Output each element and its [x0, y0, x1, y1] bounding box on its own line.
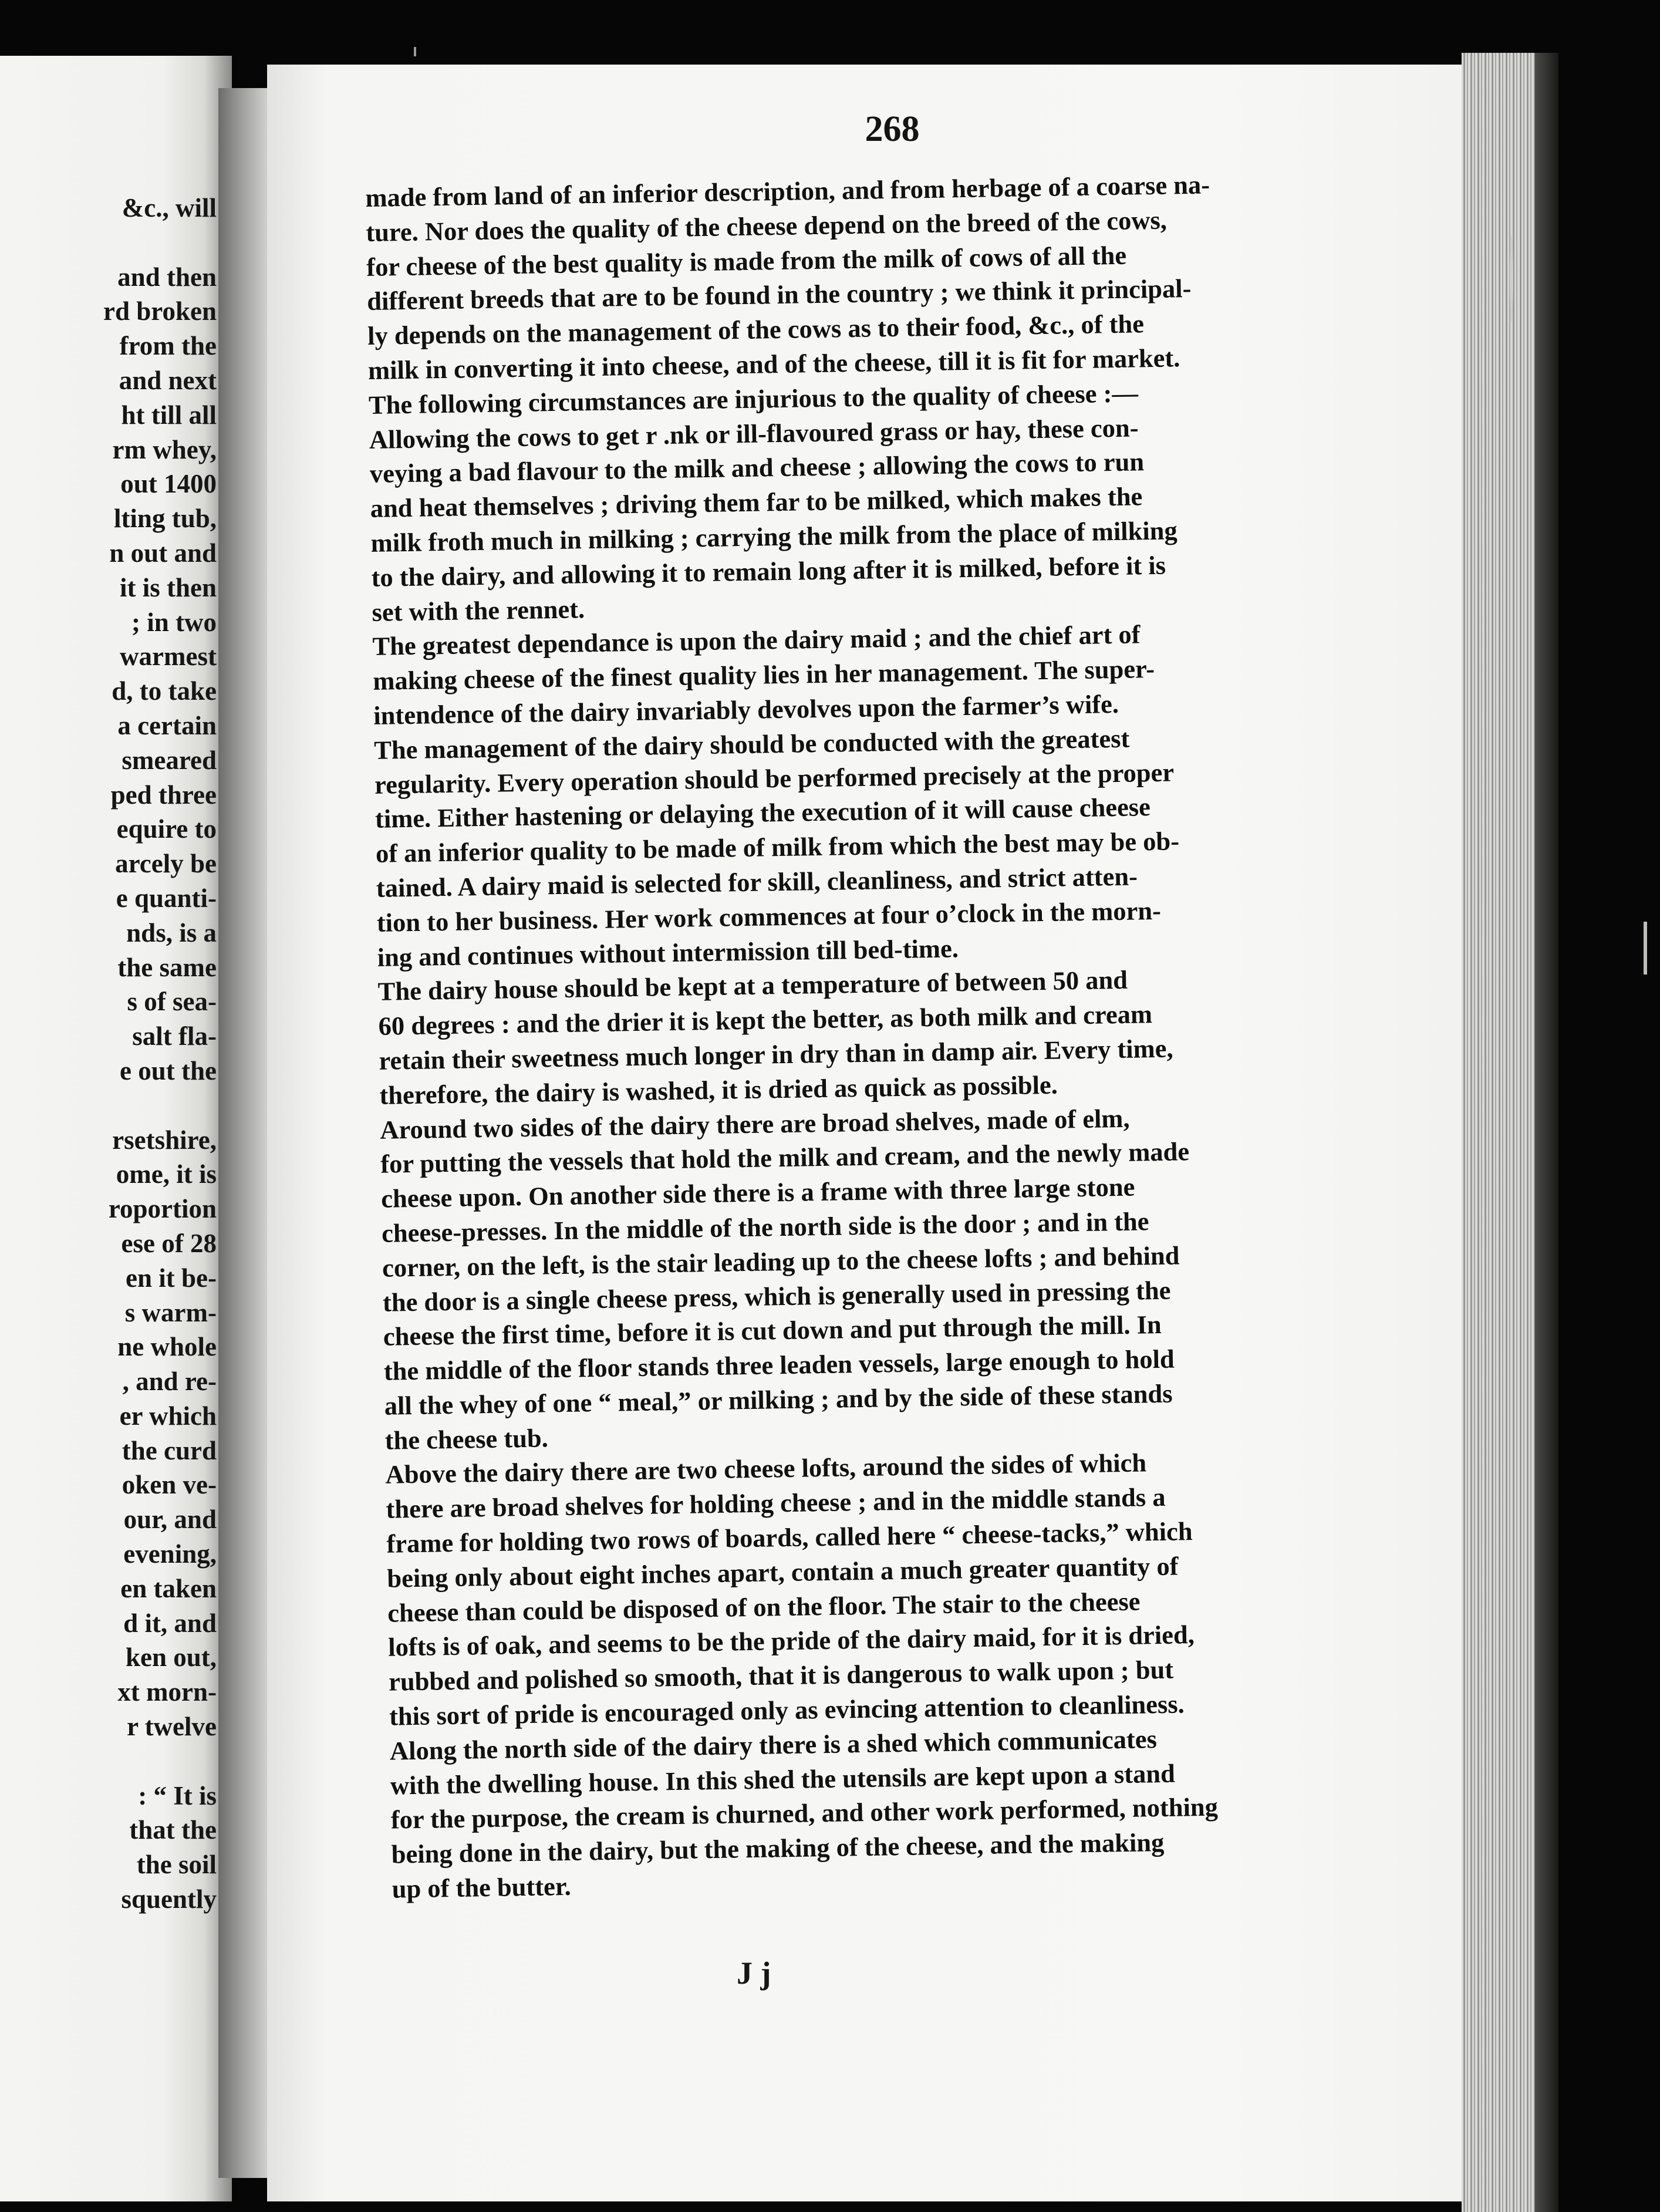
left-text-line: s warm-: [124, 1297, 217, 1327]
left-text-line: e quanti-: [116, 883, 217, 913]
left-text-line: arcely be: [115, 849, 217, 879]
text-line: all the whey of one “ meal,” or milking ; and by the side of these stands: [384, 1378, 1173, 1421]
text-line: up of the butter.: [392, 1871, 572, 1904]
left-text-line: the soil: [136, 1850, 217, 1880]
left-text-line: e out the: [120, 1056, 217, 1085]
left-text-line: smeared: [122, 745, 217, 775]
text-line: this sort of pride is encouraged only as evincing attention to cleanliness.: [389, 1689, 1185, 1731]
text-line: being only about eight inches apart, contain a much greater quantity of: [387, 1551, 1179, 1593]
text-line: corner, on the left, is the stair leading up to the cheese lofts ; and behind: [382, 1240, 1180, 1283]
text-line: Allowing the cows to get r .nk or ill-flavoured grass or hay, these con-: [369, 412, 1139, 454]
text-line: for cheese of the best quality is made from the milk of cows of all the: [366, 240, 1127, 282]
text-line: cheese-presses. In the middle of the north side is the door ; and in the: [381, 1206, 1149, 1248]
left-text-line: &c., will: [122, 193, 217, 222]
left-text-line: and next: [119, 365, 217, 395]
text-line: retain their sweetness much longer in dry than in damp air. Every time,: [379, 1033, 1173, 1075]
left-text-line: oken ve-: [122, 1470, 217, 1500]
text-line: rubbed and polished so smooth, that it is dangerous to walk upon ; but: [388, 1654, 1174, 1697]
left-text-line: from the: [119, 331, 217, 361]
text-line: for putting the vessels that hold the milk and cream, and the newly made: [380, 1137, 1190, 1179]
left-text-line: rsetshire,: [112, 1125, 217, 1155]
text-line: being done in the dairy, but the making of the cheese, and the making: [391, 1827, 1165, 1869]
left-text-line: squently: [121, 1884, 217, 1914]
left-text-line: ome, it is: [116, 1159, 217, 1189]
text-line: cheese upon. On another side there is a frame with three large stone: [380, 1172, 1135, 1213]
text-line: and heat themselves ; driving them far to be milked, which makes the: [370, 481, 1143, 524]
scan-speck: [1644, 922, 1647, 975]
text-line: milk in converting it into cheese, and of the cheese, till it is fit for market.: [367, 343, 1180, 385]
left-text-line: rd broken: [103, 296, 217, 326]
left-text-line: nds, is a: [126, 918, 217, 947]
left-text-line: ken out,: [125, 1643, 217, 1673]
left-text-line: equire to: [116, 814, 217, 844]
left-text-line: salt fla-: [132, 1021, 217, 1051]
left-text-line: [103, 225, 217, 260]
text-line: there are broad shelves for holding cheese ; and in the middle stands a: [386, 1482, 1166, 1524]
text-line: the cheese tub.: [384, 1423, 549, 1455]
text-line: The management of the dairy should be conducted with the greatest: [373, 723, 1130, 765]
left-text-line: n out and: [109, 538, 217, 568]
text-line: 60 degrees : and the drier it is kept the better, as both milk and cream: [378, 999, 1153, 1041]
text-line: ing and continues without intermission till bed-time.: [377, 933, 959, 972]
left-text-line: ht till all: [121, 400, 217, 430]
left-text-line: s of sea-: [127, 987, 217, 1017]
text-line: regularity. Every operation should be performed precisely at the proper: [374, 757, 1175, 800]
text-line: intendence of the dairy invariably devolves upon the farmer’s wife.: [373, 689, 1119, 730]
left-text-line: xt morn-: [117, 1677, 217, 1707]
text-line: different breeds that are to be found in the country ; we think it principal-: [366, 274, 1192, 316]
left-text-line: lting tub,: [113, 504, 217, 534]
text-line: frame for holding two rows of boards, called here “ cheese-tacks,” which: [386, 1516, 1193, 1559]
text-line: cheese the first time, before it is cut down and put through the mill. In: [383, 1310, 1162, 1352]
left-text-line: evening,: [123, 1539, 217, 1569]
text-line: therefore, the dairy is washed, it is dried as quick as possible.: [379, 1070, 1058, 1110]
scan-speck: [414, 47, 416, 56]
text-line: tained. A dairy maid is selected for skill, cleanliness, and strict atten-: [376, 861, 1138, 903]
text-line: to the dairy, and allowing it to remain long after it is milked, before it is: [371, 550, 1166, 592]
text-line: Above the dairy there are two cheese lofts, around the sides of which: [385, 1448, 1147, 1490]
left-text-line: en it be-: [126, 1263, 217, 1293]
left-text-line: warmest: [120, 642, 217, 672]
left-text-line: r twelve: [127, 1712, 217, 1742]
text-line: The following circumstances are injurious to the quality of cheese :—: [368, 378, 1139, 420]
text-line: Around two sides of the dairy there are broad shelves, made of elm,: [379, 1103, 1130, 1145]
left-text-line: the curd: [122, 1435, 217, 1465]
left-text-line: d, to take: [112, 676, 217, 706]
left-text-line: : “ It is: [138, 1781, 217, 1810]
signature-mark: J j: [737, 1955, 771, 1991]
text-line: tion to her business. Her work commences at four o’clock in the morn-: [376, 895, 1162, 938]
text-line: The greatest dependance is upon the dairy maid ; and the chief art of: [372, 619, 1141, 662]
text-line: set with the rennet.: [372, 594, 585, 627]
left-text-line: the same: [117, 952, 217, 982]
left-text-line: ese of 28: [121, 1228, 217, 1258]
left-facing-page: [0, 56, 232, 2201]
left-text-line: it is then: [119, 572, 217, 602]
left-text-line: ; in two: [131, 607, 217, 637]
page-edges-shadow: [1535, 53, 1558, 2212]
left-text-line: [103, 1088, 217, 1123]
text-line: milk froth much in milking ; carrying the milk from the place of milking: [370, 515, 1178, 558]
left-text-line: er which: [119, 1401, 217, 1431]
text-line: made from land of an inferior description, and from herbage of a coarse na-: [365, 170, 1210, 213]
text-line: of an inferior quality to be made of milk from which the best may be ob-: [375, 826, 1180, 868]
text-line: for the purpose, the cream is churned, and other work performed, nothing: [390, 1792, 1219, 1835]
text-line: making cheese of the finest quality lies in her management. The super-: [372, 654, 1155, 696]
text-line: time. Either hastening or delaying the execution of it will cause cheese: [374, 792, 1151, 834]
text-line: veying a bad flavour to the milk and cheese ; allowing the cows to run: [369, 447, 1145, 489]
left-text-line: roportion: [108, 1194, 217, 1224]
left-text-line: out 1400: [120, 469, 217, 499]
text-line: with the dwelling house. In this shed the utensils are kept upon a stand: [390, 1758, 1176, 1800]
left-text-line: ped three: [110, 780, 217, 810]
text-line: The dairy house should be kept at a temperature of between 50 and: [377, 965, 1128, 1007]
text-line: the door is a single cheese press, which is generally used in pressing the: [382, 1275, 1171, 1317]
left-text-line: en taken: [120, 1573, 217, 1603]
left-text-line: [103, 1744, 217, 1779]
text-line: cheese than could be disposed of on the floor. The stair to the cheese: [387, 1586, 1141, 1628]
left-text-line: and then: [117, 262, 217, 292]
scan-speck: [1510, 235, 1513, 323]
left-page-text: [103, 191, 217, 1917]
text-line: Along the north side of the dairy there is a shed which communicates: [389, 1724, 1158, 1766]
text-line: ture. Nor does the quality of the cheese depend on the breed of the cows,: [365, 205, 1168, 247]
body-text: [365, 164, 1425, 1906]
page-number: 268: [865, 109, 920, 149]
text-line: the middle of the floor stands three leaden vessels, large enough to hold: [383, 1344, 1175, 1386]
text-line: ly depends on the management of the cows as to their food, &c., of the: [367, 309, 1145, 351]
left-text-line: that the: [129, 1815, 217, 1845]
left-text-line: a certain: [117, 710, 217, 740]
left-text-line: , and re-: [122, 1367, 217, 1397]
left-text-line: rm whey,: [112, 434, 217, 464]
left-text-line: our, and: [123, 1505, 217, 1535]
left-text-line: ne whole: [117, 1332, 217, 1362]
left-text-line: d it, and: [123, 1608, 217, 1638]
text-line: lofts is of oak, and seems to be the pride of the dairy maid, for it is dried,: [387, 1620, 1195, 1663]
